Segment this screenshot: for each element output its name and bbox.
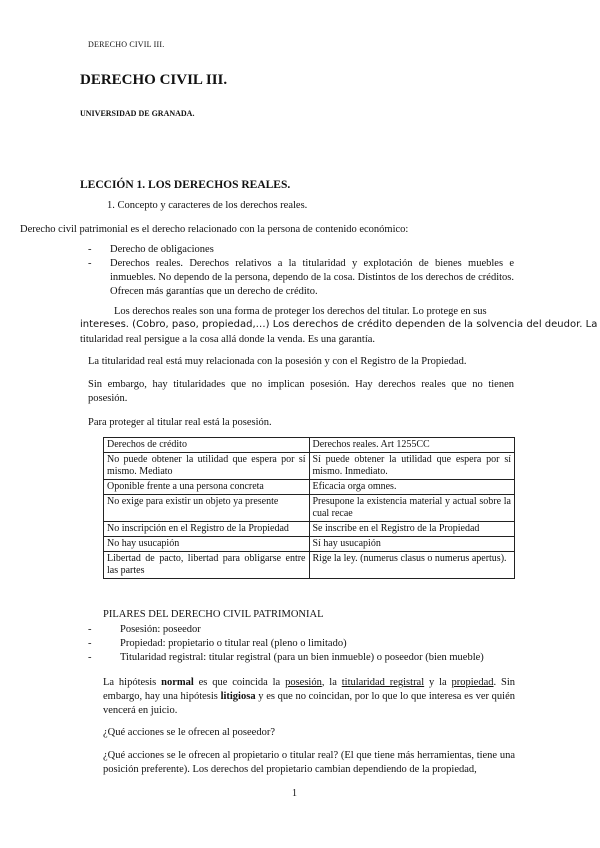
possession-paragraph: La titularidad real está muy relacionada con la posesión y con el Registro de la Propiedad. bbox=[88, 356, 467, 367]
table-cell: No inscripción en el Registro de la Propiedad bbox=[104, 522, 310, 537]
list-item: - Titularidad registral: titular registral (para un bien inmueble) o poseedor (bien mueble) bbox=[80, 651, 520, 665]
text-run: y la bbox=[424, 677, 452, 688]
table-header-cell: Derechos de crédito bbox=[104, 438, 310, 453]
term-titularidad-registral: titularidad registral bbox=[341, 677, 425, 688]
pillars-heading: PILARES DEL DERECHO CIVIL PATRIMONIAL bbox=[103, 609, 324, 620]
table-row bbox=[104, 552, 515, 579]
table-row bbox=[104, 480, 515, 495]
hypothesis-paragraph bbox=[103, 676, 515, 718]
numbered-item: 1. Concepto y caracteres de los derechos reales. bbox=[107, 200, 308, 211]
table-row bbox=[104, 522, 515, 537]
page-number: 1 bbox=[292, 788, 297, 799]
obligation-type-list bbox=[80, 243, 514, 299]
list-item: - Derecho de obligaciones bbox=[80, 243, 514, 257]
term-propiedad: propiedad bbox=[451, 677, 494, 688]
table-cell: Eficacia orga omnes. bbox=[309, 480, 515, 495]
term-normal: normal bbox=[161, 677, 194, 688]
comparison-table bbox=[103, 437, 515, 579]
sin-embargo-paragraph: Sin embargo, hay titularidades que no implican posesión. Hay derechos reales que no tienen posesión. bbox=[88, 379, 514, 404]
lesson-title: LECCIÓN 1. LOS DERECHOS REALES. bbox=[80, 179, 291, 191]
list-item: - Posesión: poseedor bbox=[80, 623, 520, 637]
question-propietario: ¿Qué acciones se le ofrecen al propietario o titular real? (El que tiene más herramientas, tiene una posición preferente). Los derechos del propietario cambian dependiendo de la propiedad, bbox=[103, 750, 515, 775]
text-run: . Sin embargo, hay una hipótesis bbox=[103, 677, 515, 702]
list-item: - Derechos reales. Derechos relativos a la titularidad y explotación de bienes muebles e inmuebles. No dependo de la persona, dependo de la cosa. Distintos de los derechos de créditos. Ofrecen más garantías que un derecho de crédito. bbox=[80, 257, 514, 299]
table-cell: No hay usucapión bbox=[104, 537, 310, 552]
real-rights-paragraph-line3: titularidad real persigue a la cosa allá donde la venda. Es una garantía. bbox=[80, 334, 376, 345]
definition-paragraph: Derecho civil patrimonial es el derecho relacionado con la persona de contenido económico: bbox=[20, 224, 409, 235]
text-run: , la bbox=[321, 677, 342, 688]
table-row bbox=[104, 453, 515, 480]
question-poseedor: ¿Qué acciones se le ofrecen al poseedor? bbox=[103, 727, 275, 738]
table-header-row bbox=[104, 438, 515, 453]
table-cell: Libertad de pacto, libertad para obligarse entre las partes bbox=[104, 552, 310, 579]
table-row bbox=[104, 537, 515, 552]
protect-paragraph: Para proteger al titular real está la posesión. bbox=[88, 417, 272, 428]
table-cell: No exige para existir un objeto ya presente bbox=[104, 495, 310, 522]
text-run: y es que no coincidan, por lo que lo que interesa es ver quién vencerá en juicio. bbox=[103, 691, 515, 716]
table-row bbox=[104, 495, 515, 522]
term-litigiosa: litigiosa bbox=[220, 691, 256, 702]
running-header: DERECHO CIVIL III. bbox=[88, 40, 165, 49]
table-cell: No puede obtener la utilidad que espera por sí mismo. Mediato bbox=[104, 453, 310, 480]
table-cell: Sí puede obtener la utilidad que espera por sí mismo. Inmediato. bbox=[309, 453, 515, 480]
list-item: - Propiedad: propietario o titular real (pleno o limitado) bbox=[80, 637, 520, 651]
table-cell: Sí hay usucapión bbox=[309, 537, 515, 552]
document-subtitle: UNIVERSIDAD DE GRANADA. bbox=[80, 109, 195, 118]
text-run: La hipótesis bbox=[103, 677, 162, 688]
document-title: DERECHO CIVIL III. bbox=[80, 72, 228, 88]
table-header-cell: Derechos reales. Art 1255CC bbox=[309, 438, 515, 453]
table-cell: Rige la ley. (numerus clasus o numerus apertus). bbox=[309, 552, 515, 579]
real-rights-paragraph-handwritten: intereses. (Cobro, paso, propiedad,…) Los derechos de crédito dependen de la solvencia del deudor. La bbox=[80, 319, 598, 330]
text-run: es que coincida la bbox=[193, 677, 286, 688]
table-cell: Se inscribe en el Registro de la Propiedad bbox=[309, 522, 515, 537]
table-cell: Presupone la existencia material y actual sobre la cual recae bbox=[309, 495, 515, 522]
real-rights-paragraph-line1: Los derechos reales son una forma de proteger los derechos del titular. Lo protege en sus bbox=[114, 306, 487, 317]
term-posesion: posesión bbox=[285, 677, 322, 688]
table-cell: Oponible frente a una persona concreta bbox=[104, 480, 310, 495]
pillars-list bbox=[80, 623, 520, 665]
